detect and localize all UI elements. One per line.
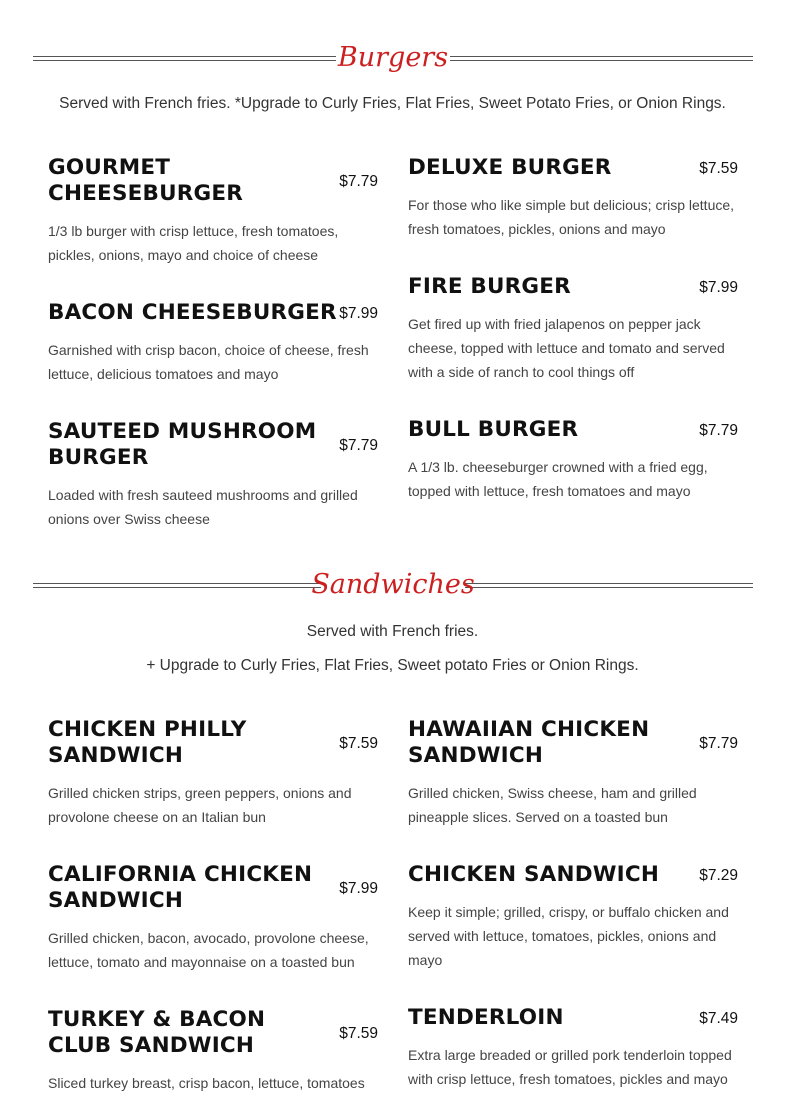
- section-header-sandwiches: [33, 565, 753, 605]
- item-description: For those who like simple but delicious; crisp lettuce, fresh tomatoes, pickles, onions and mayo: [408, 197, 735, 237]
- menu-item: [48, 155, 378, 267]
- item-name: CALIFORNIA CHICKEN SANDWICH: [48, 862, 313, 913]
- item-description: Get fired up with fried jalapenos on pepper jack cheese, topped with lettuce and tomato and served with a side of ranch to cool things off: [408, 316, 725, 380]
- item-price: $7.99: [339, 305, 378, 322]
- item-name: TENDERLOIN: [408, 1005, 564, 1030]
- item-description: Garnished with crisp bacon, choice of cheese, fresh lettuce, delicious tomatoes and mayo: [48, 342, 369, 382]
- item-description: Grilled chicken strips, green peppers, onions and provolone cheese on an Italian bun: [48, 785, 352, 825]
- item-price: $7.79: [699, 422, 738, 439]
- item-description: Grilled chicken, bacon, avocado, provolone cheese, lettuce, tomato and mayonnaise on a toasted bun: [48, 930, 369, 970]
- menu-item: [408, 417, 738, 503]
- item-description: 1/3 lb burger with crisp lettuce, fresh tomatoes, pickles, onions, mayo and choice of cheese: [48, 223, 339, 263]
- menu-item: [408, 717, 738, 829]
- section-subtitle: Served with French fries.: [306, 623, 479, 640]
- menu-item: [48, 1007, 378, 1095]
- item-price: $7.29: [699, 867, 738, 884]
- menu-item: [48, 862, 378, 974]
- item-price: $7.79: [699, 735, 738, 752]
- item-name: HAWAIIAN CHICKEN SANDWICH: [408, 717, 650, 768]
- item-name: FIRE BURGER: [408, 274, 571, 299]
- item-price: $7.59: [699, 160, 738, 177]
- item-description: Sliced turkey breast, crisp bacon, lettuce, tomatoes: [48, 1075, 365, 1091]
- item-price: $7.59: [339, 735, 378, 752]
- item-name: CHICKEN SANDWICH: [408, 862, 660, 887]
- item-price: $7.79: [339, 173, 378, 190]
- section-subtitle: Served with French fries. *Upgrade to Curly Fries, Flat Fries, Sweet Potato Fries, or Onion Rings.: [59, 95, 726, 112]
- item-price: $7.99: [699, 279, 738, 296]
- item-price: $7.59: [339, 1025, 378, 1042]
- item-name: TURKEY & BACON CLUB SANDWICH: [48, 1007, 266, 1058]
- menu-item: [408, 155, 738, 241]
- item-name: SAUTEED MUSHROOM BURGER: [48, 419, 317, 470]
- menu-item: [408, 1005, 738, 1091]
- item-description: Loaded with fresh sauteed mushrooms and grilled onions over Swiss cheese: [48, 487, 358, 527]
- item-name: BULL BURGER: [408, 417, 579, 442]
- item-name: DELUXE BURGER: [408, 155, 612, 180]
- item-price: $7.79: [339, 437, 378, 454]
- section-title: Sandwiches: [311, 569, 475, 600]
- section-header-burgers: [33, 38, 753, 78]
- item-price: $7.99: [339, 880, 378, 897]
- menu-item: [408, 862, 738, 972]
- item-price: $7.49: [699, 1010, 738, 1027]
- section-subtitle: + Upgrade to Curly Fries, Flat Fries, Sweet potato Fries or Onion Rings.: [146, 657, 639, 674]
- menu-item: [48, 300, 378, 386]
- menu-item: [48, 717, 378, 829]
- item-name: GOURMET CHEESEBURGER: [48, 155, 244, 206]
- menu-item: [408, 274, 738, 384]
- item-description: Grilled chicken, Swiss cheese, ham and grilled pineapple slices. Served on a toasted bun: [408, 785, 697, 825]
- item-description: Extra large breaded or grilled pork tenderloin topped with crisp lettuce, fresh tomatoes, pickles and mayo: [408, 1047, 732, 1087]
- item-description: A 1/3 lb. cheeseburger crowned with a fried egg, topped with lettuce, fresh tomatoes and mayo: [408, 459, 708, 499]
- menu-item: [48, 419, 378, 531]
- item-description: Keep it simple; grilled, crispy, or buffalo chicken and served with lettuce, tomatoes, pickles, onions and mayo: [408, 904, 729, 968]
- item-name: CHICKEN PHILLY SANDWICH: [48, 717, 247, 768]
- section-title: Burgers: [337, 42, 449, 73]
- item-name: BACON CHEESEBURGER: [48, 300, 337, 325]
